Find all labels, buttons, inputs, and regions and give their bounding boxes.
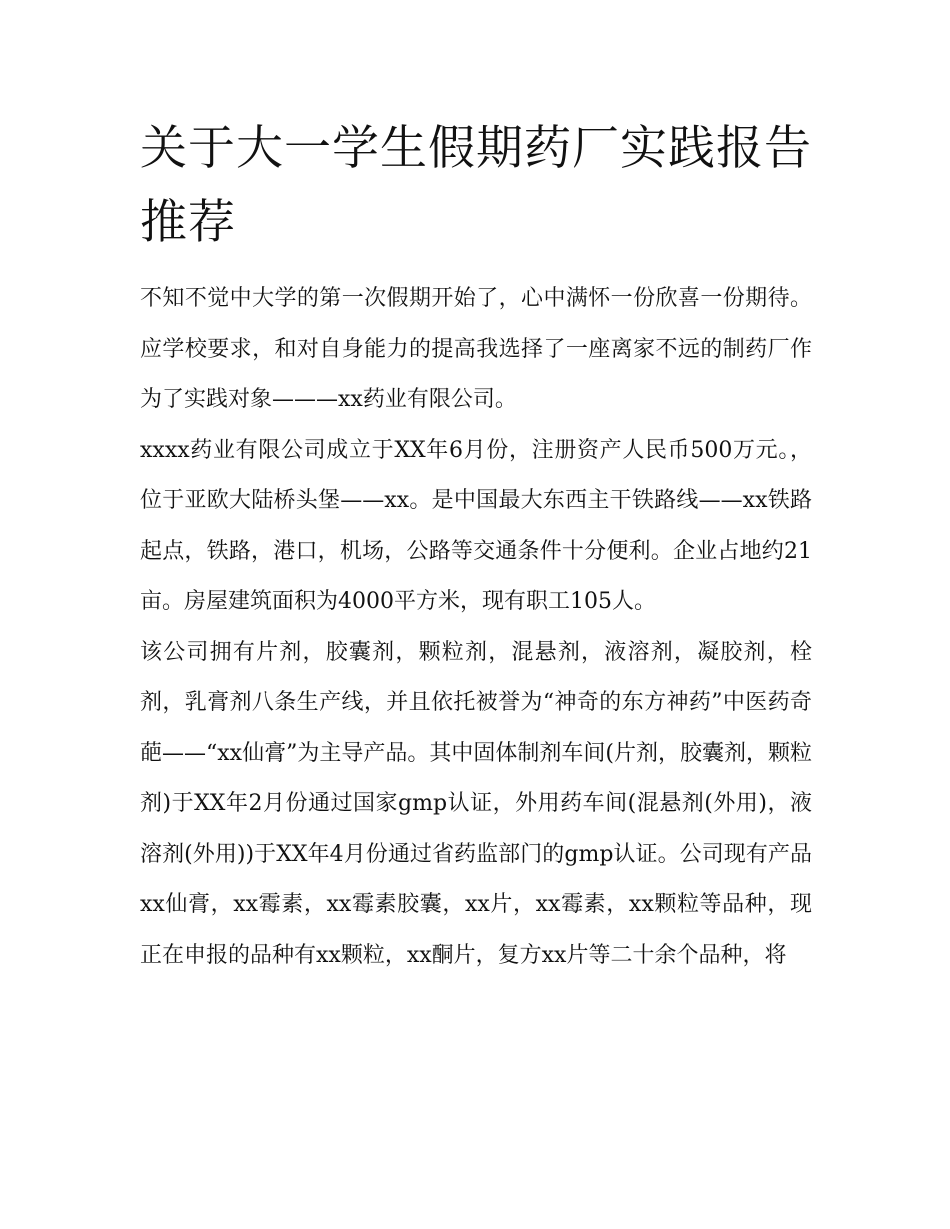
document-title: 关于大一学生假期药厂实践报告推荐 bbox=[140, 121, 812, 250]
paragraph-company-profile: xxxx药业有限公司成立于XX年6月份，注册资产人民币500万元。，位于亚欧大陆桥头堡——xx。是中国最大东西主干铁路线——xx铁路起点，铁路，港口，机场，公路等交通条件十分便利。企业占地约21亩。房屋建筑面积为4000平方米，现有职工105人。 bbox=[140, 437, 812, 614]
paragraph-production-lines: 该公司拥有片剂，胶囊剂，颗粒剂，混悬剂，液溶剂，凝胶剂，栓剂，乳膏剂八条生产线，并且依托被誉为“神奇的东方神药”中医药奇葩——“xx仙膏”为主导产品。其中固体制剂车间(片剂，胶囊剂，颗粒剂)于XX年2月份通过国家gmp认证，外用药车间(混悬剂(外用)，液溶剂(外用))于XX年4月份通过省药监部门的gmp认证。公司现有产品xx仙膏，xx霉素，xx霉素胶囊，xx片，xx霉素，xx颗粒等品种，现正在申报的品种有xx颗粒，xx酮片，复方xx片等二十余个品种，将 bbox=[140, 639, 812, 968]
paragraph-intro: 不知不觉中大学的第一次假期开始了，心中满怀一份欣喜一份期待。应学校要求，和对自身能力的提高我选择了一座离家不远的制药厂作为了实践对象———xx药业有限公司。 bbox=[140, 286, 812, 412]
document-body bbox=[140, 274, 812, 981]
